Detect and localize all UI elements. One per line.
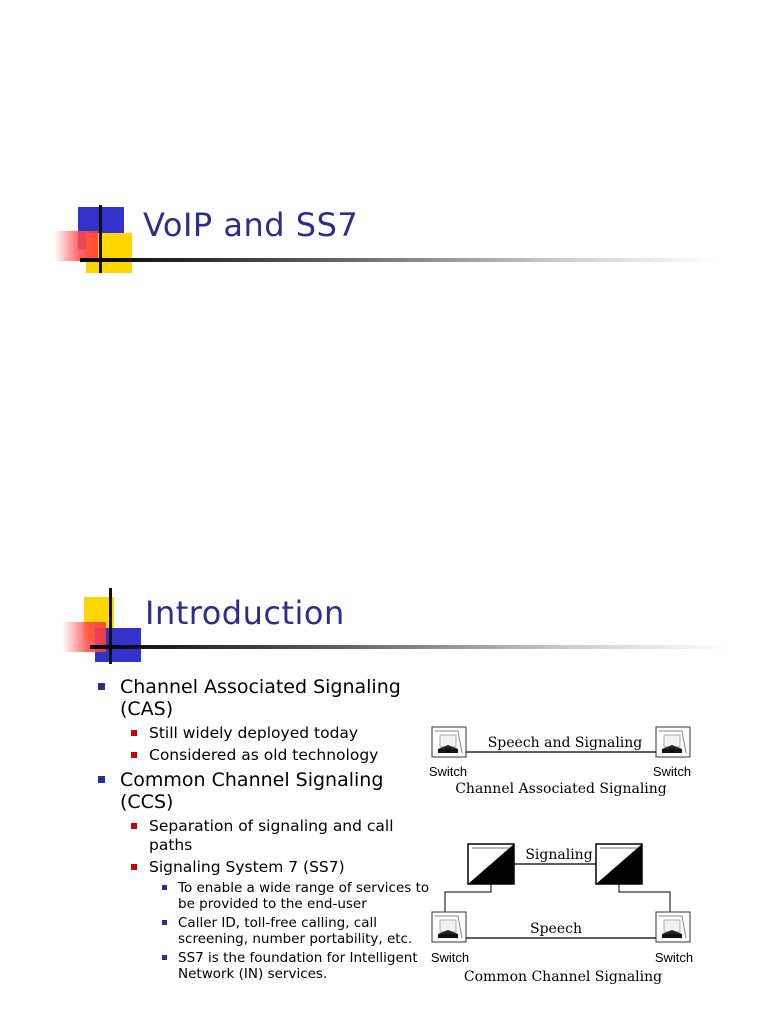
bullet-ss7-point: Caller ID, toll-free calling, call screening, number portability, etc. bbox=[96, 915, 436, 947]
ccs-signaling-label: Signaling bbox=[525, 847, 593, 863]
bullet-cas: Channel Associated Signaling (CAS) bbox=[96, 676, 436, 720]
signaling-diagram bbox=[420, 722, 720, 987]
bullet-ss7-point: To enable a wide range of services to be provided to the end-user bbox=[96, 880, 436, 912]
ccs-speech-label: Speech bbox=[530, 921, 582, 937]
ccs-right-switch bbox=[656, 912, 690, 942]
slide-title-text: Introduction bbox=[145, 594, 345, 632]
title-rule bbox=[80, 258, 720, 262]
ccs-left-connector bbox=[445, 884, 491, 912]
bullet-list bbox=[96, 676, 436, 985]
bullet-ccs-sub: Signaling System 7 (SS7) bbox=[96, 858, 436, 877]
title-rule bbox=[90, 645, 730, 649]
switch-label: Switch bbox=[428, 764, 468, 779]
ccs-left-switch bbox=[432, 912, 466, 942]
ccs-right-stp bbox=[596, 844, 642, 884]
cas-left-switch bbox=[432, 727, 466, 757]
cas-caption: Channel Associated Signaling bbox=[455, 781, 667, 797]
ccs-left-stp bbox=[468, 844, 514, 884]
slide-title-text: VoIP and SS7 bbox=[143, 206, 359, 244]
bullet-cas-sub: Still widely deployed today bbox=[96, 724, 436, 743]
bullet-cas-sub: Considered as old technology bbox=[96, 746, 436, 765]
title-decoration bbox=[54, 205, 144, 275]
cas-right-switch bbox=[656, 727, 690, 757]
slide-introduction bbox=[0, 512, 768, 1024]
switch-label: Switch bbox=[654, 950, 694, 965]
cas-link-label: Speech and Signaling bbox=[487, 735, 643, 751]
title-decoration bbox=[62, 588, 152, 668]
switch-label: Switch bbox=[430, 950, 470, 965]
bullet-ccs-sub: Separation of signaling and call paths bbox=[96, 817, 436, 855]
bullet-ss7-point: SS7 is the foundation for Intelligent Network (IN) services. bbox=[96, 950, 436, 982]
switch-label: Switch bbox=[652, 764, 692, 779]
ccs-caption: Common Channel Signaling bbox=[463, 969, 663, 985]
bullet-ccs: Common Channel Signaling (CCS) bbox=[96, 769, 436, 813]
ccs-right-connector bbox=[619, 884, 670, 912]
